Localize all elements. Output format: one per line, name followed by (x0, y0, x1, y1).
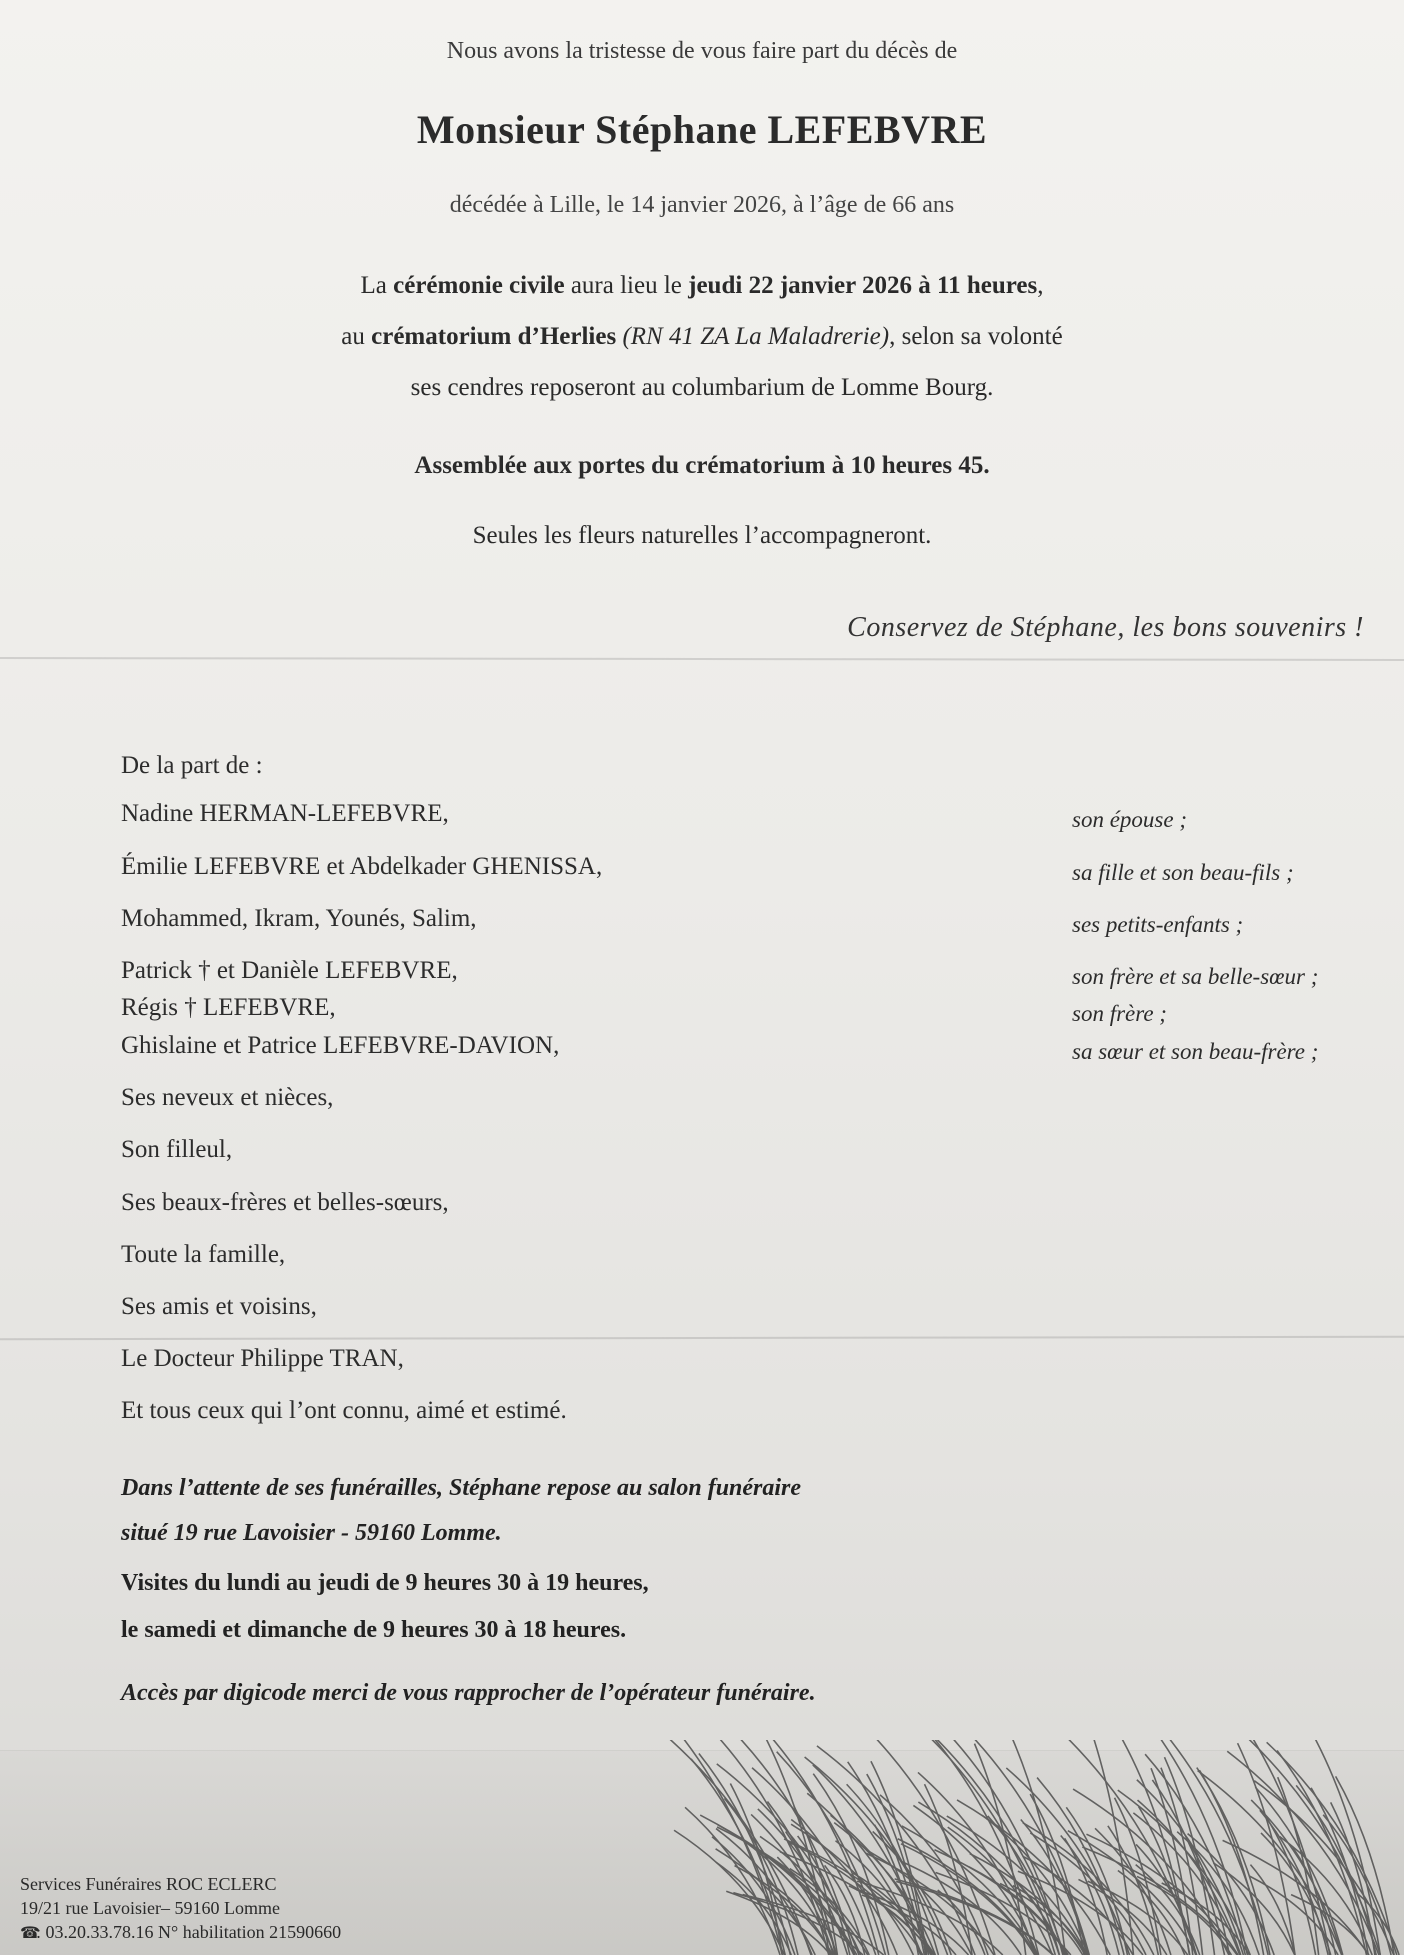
family-other: Son filleul, (121, 1136, 233, 1163)
funeral-address: 19/21 rue Lavoisier– 59160 Lomme (20, 1898, 280, 1918)
paper-fold-line (0, 657, 1404, 661)
family-other: Toute la famille, (121, 1241, 286, 1268)
funeral-company: Services Funéraires ROC ECLERC (20, 1874, 277, 1894)
family-relation: son épouse ; (1072, 807, 1187, 832)
ceremony-line-2: au crématorium d’Herlies (RN 41 ZA La Maladrerie), selon sa volonté (341, 323, 1063, 350)
family-relation: sa fille et son beau-fils ; (1072, 860, 1294, 885)
paper-fold-line (0, 1336, 1404, 1340)
funeral-contact (20, 1920, 341, 1946)
assembly-info: Assemblée aux portes du crématorium à 10 heures 45. (414, 452, 990, 479)
motto: Conservez de Stéphane, les bons souvenirs ! (847, 612, 1364, 643)
notice-line-2: situé 19 rue Lavoisier - 59160 Lomme. (121, 1520, 502, 1546)
telephone-icon: ☎ (20, 1925, 40, 1942)
from-label: De la part de : (121, 752, 263, 779)
family-member: Patrick † et Danièle LEFEBVRE, (121, 957, 458, 984)
ceremony-line-3: ses cendres reposeront au columbarium de Lomme Bourg. (410, 374, 994, 401)
family-other: Et tous ceux qui l’ont connu, aimé et estimé. (121, 1397, 567, 1424)
family-relation: ses petits-enfants ; (1072, 912, 1244, 937)
intro-text: Nous avons la tristesse de vous faire part du décès de (446, 38, 958, 64)
family-member: Ghislaine et Patrice LEFEBVRE-DAVION, (121, 1032, 560, 1059)
family-other: Le Docteur Philippe TRAN, (121, 1345, 404, 1372)
family-relation: sa sœur et son beau-frère ; (1072, 1039, 1319, 1064)
flowers-info: Seules les fleurs naturelles l’accompagneront. (472, 522, 932, 549)
family-member: Émilie LEFEBVRE et Abdelkader GHENISSA, (121, 853, 603, 880)
deceased-name: Monsieur Stéphane LEFEBVRE (416, 107, 988, 152)
family-member: Mohammed, Ikram, Younés, Salim, (121, 905, 477, 932)
family-other: Ses beaux-frères et belles-sœurs, (121, 1189, 449, 1216)
death-info: décédée à Lille, le 14 janvier 2026, à l’âge de 66 ans (449, 192, 955, 218)
funeral-phone: : 03.20.33.78.16 N° habilitation 21590660 (36, 1922, 342, 1942)
notice-line-1: Dans l’attente de ses funérailles, Stéphane repose au salon funéraire (121, 1475, 802, 1501)
family-member: Nadine HERMAN-LEFEBVRE, (121, 800, 449, 827)
notice-line-4: le samedi et dimanche de 9 heures 30 à 18 heures. (121, 1617, 627, 1643)
family-member: Régis † LEFEBVRE, (121, 994, 336, 1021)
notice-line-3: Visites du lundi au jeudi de 9 heures 30 à 19 heures, (121, 1570, 649, 1596)
family-relation: son frère et sa belle-sœur ; (1072, 964, 1319, 989)
ceremony-line-1: La cérémonie civile aura lieu le jeudi 22 janvier 2026 à 11 heures, (360, 272, 1044, 299)
notice-line-5: Accès par digicode merci de vous rapprocher de l’opérateur funéraire. (121, 1680, 816, 1706)
family-other: Ses neveux et nièces, (121, 1084, 334, 1111)
family-other: Ses amis et voisins, (121, 1293, 317, 1320)
family-relation: son frère ; (1072, 1001, 1167, 1026)
